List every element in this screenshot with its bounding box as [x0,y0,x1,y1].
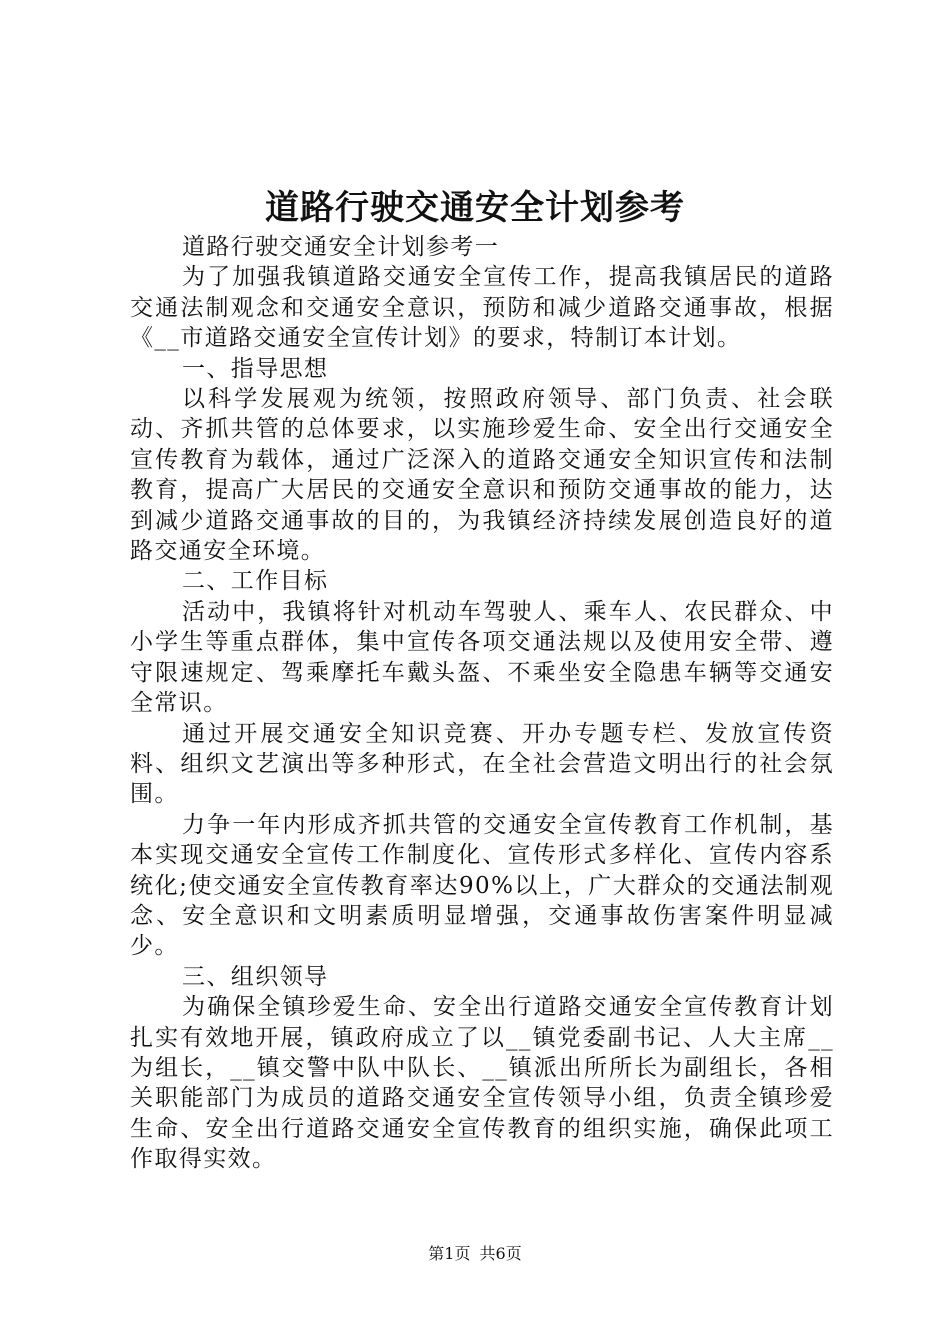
organization-paragraph: 为确保全镇珍爱生命、安全出行道路交通安全宣传教育计划扎实有效地开展，镇政府成立了以__镇党委副书记、人大主席__为组长，__镇交警中队中队长、__镇派出所所长为副组长，各相关职能部门为成员的道路交通安全宣传领导小组，负责全镇珍爱生命、安全出行道路交通安全宣传教育的组织实施，确保此项工作取得实效。 [130,994,834,1173]
section-heading-organization: 三、组织领导 [182,963,329,990]
document-body [130,232,834,1175]
document-title: 道路行驶交通安全计划参考 [265,188,685,228]
page-number-footer: 第1页 共6页 [428,1244,522,1263]
work-goals-paragraph-3: 力争一年内形成齐抓共管的交通安全宣传教育工作机制，基本实现交通安全宣传工作制度化、宣传形式多样化、宣传内容系统化;使交通安全宣传教育率达90%以上，广大群众的交通法制观念、安全意识和文明素质明显增强，交通事故伤害案件明显减少。 [130,811,834,960]
work-goals-paragraph-2: 通过开展交通安全知识竞赛、开办专题专栏、发放宣传资料、组织文艺演出等多种形式，在全社会营造文明出行的社会氛围。 [130,720,834,808]
section-heading-work-goals: 二、工作目标 [182,568,329,595]
subtitle-paragraph: 道路行驶交通安全计划参考一 [182,234,500,260]
intro-paragraph: 为了加强我镇道路交通安全宣传工作，提高我镇居民的道路交通法制观念和交通安全意识，预防和减少道路交通事故，根据《__市道路交通安全宣传计划》的要求，特制订本计划。 [130,264,834,352]
work-goals-paragraph-1: 活动中，我镇将针对机动车驾驶人、乘车人、农民群众、中小学生等重点群体，集中宣传各项交通法规以及使用安全带、遵守限速规定、驾乘摩托车戴头盔、不乘坐安全隐患车辆等交通安全常识。 [130,598,834,717]
guiding-ideology-paragraph: 以科学发展观为统领，按照政府领导、部门负责、社会联动、齐抓共管的总体要求，以实施珍爱生命、安全出行交通安全宣传教育为载体，通过广泛深入的道路交通安全知识宣传和法制教育，提高广大居民的交通安全意识和预防交通事故的能力，达到减少道路交通事故的目的，为我镇经济持续发展创造良好的道路交通安全环境。 [130,386,834,565]
section-heading-guiding-ideology: 一、指导思想 [182,355,329,382]
